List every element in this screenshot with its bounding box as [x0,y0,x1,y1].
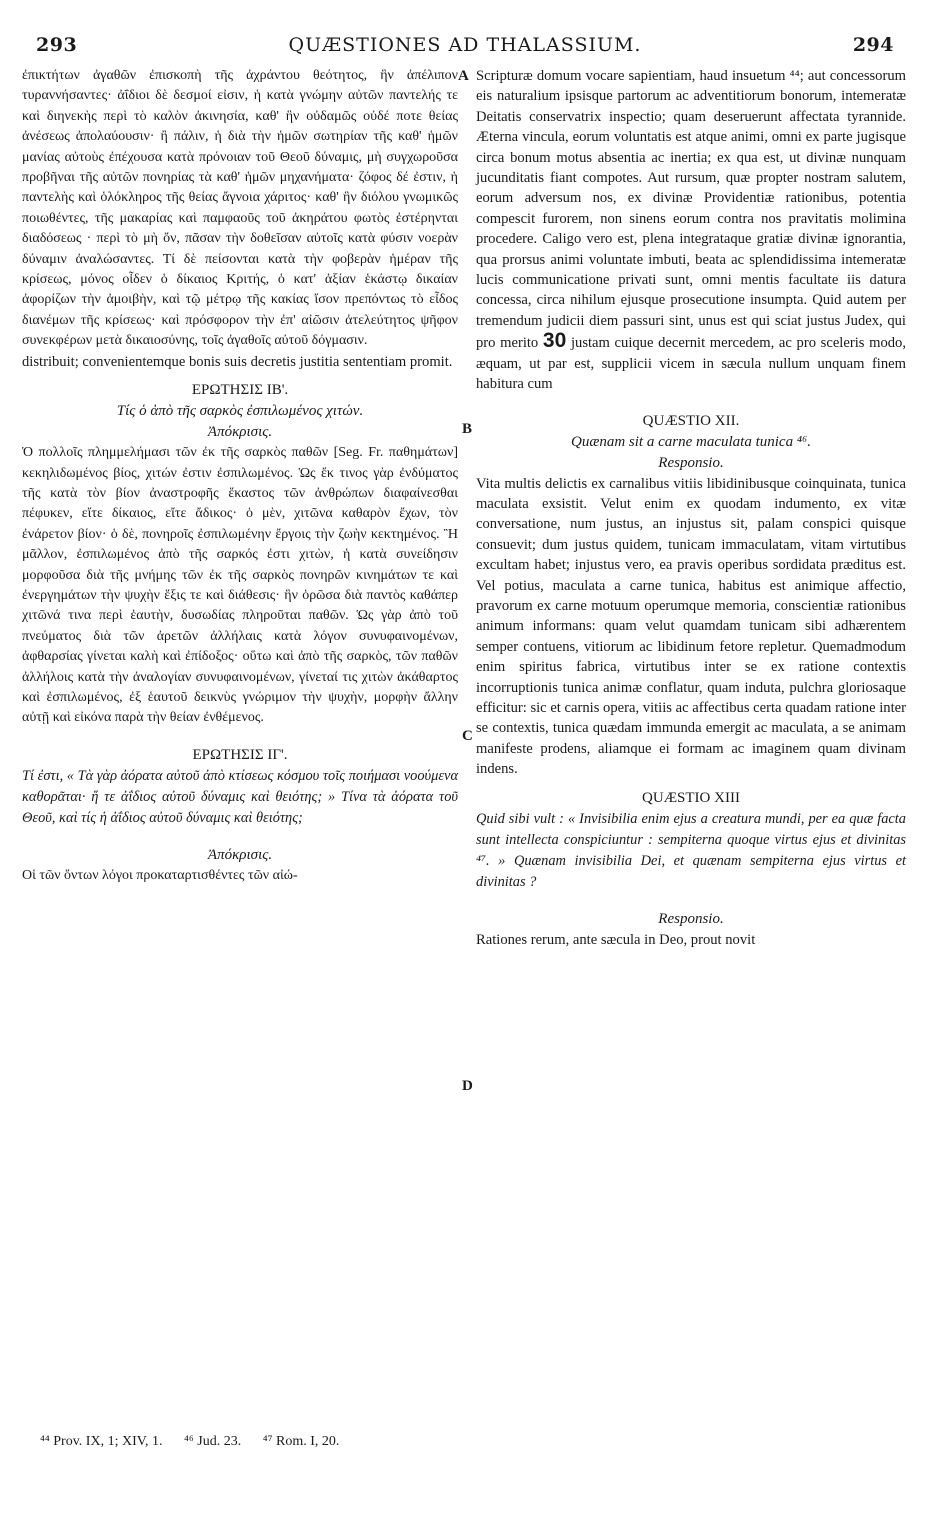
greek-answer-label-2: Ἀπόκρισις. [207,846,273,863]
latin-responsio-label: Responsio. [658,454,724,471]
column-number-marker: 30 [542,329,567,353]
page-number-right: 294 [852,34,894,56]
latin-paragraph-2: Vita multis delictis ex carnalibus vitiis libidinibusque coinquinata, tunica maculata exsistit. Velut enim ex quodam indumento, ex vitæ conversatione, num justus, an injustus sit, palam conspici quisque consuevit; dum justus quidem, tunicam immaculatam, vitam virtutibus excultam habet; injustus vero, ea pravis operibus sordidata præditus est. Vel potius, maculata a carne tunica, habitus est animique affectio, pravorum ex carne motuum operumque memoria, conscientiæ rationibus animum informans: quam velut quamdam tunicam sibi adhærentem semper contuens, vitiorum ac libidinum fetore repletur. Quemadmodum enim spiritus fabrica, virtutibus inter se ex ratione contextis incorruptionis tunica animæ conflatur, quam induta, pulchra gloriosaque efficitur: sic et carnis opera, vitiis ac affectibus certa quadam ratione inter se contextis, tunica quædam immunda emergit ac maculata, a se animam manifeste prodens, aliamque ei formam ac imaginem quam divinam indens. [476,475,906,778]
latin-paragraph-1a: Scripturæ domum vocare sapientiam, haud insuetum ⁴⁴; aut concessorum eis naturalium ipsisque partorum ac adventitiorum bonorum, intemeratæ Deitatis conservatrix inspectio; quam deseruerunt affectata tyrannide. Æterna vincula, eorum voluntatis est atque animi, omni ex parte jugisque circa bonum motus absentia ac inertia; ex qua est, ut divinæ nunquam jucunditatis fiant compotes. Aut rursum, quæ propter nostram salutem, eorum adversum nos, ex divinæ Providentiæ rationibus, potentia compescit furorem, non sinens eorum contra nos pravitatis molimina procedere. Caligo vero est, plena integrataque gratiæ divinæ ignorantia, qua prorsus animi voluntate imbuti, beata ac splendidissima intemeratæ lucis communicatione privati sunt, omni mentis facultate iis datura concessa, circa nihilum ejusque prosecutione insumpta. Quid autem per tremendum judicii diem passuri sint, unus est qui sciat justus Judex, qui pro merito [476,68,906,352]
greek-column [22,66,458,886]
latin-column [476,66,906,950]
greek-q12-question: Τίς ὁ ἀπὸ τῆς σαρκὸς ἐσπιλωμένος χιτών. [116,403,364,420]
footnote-46: ⁴⁶ Jud. 23. [184,1434,242,1449]
greek-q13-heading: ΕΡΩΤΗΣΙΣ ΙΓ'. [192,746,288,763]
footnote-44: ⁴⁴ Prov. IX, 1; XIV, 1. [40,1434,163,1449]
margin-letter-b: B [462,421,473,437]
latin-paragraph-1b: justam cuique decernit mercedem, ac pro sceleris modo, æquam, ut par est, supplicii vicem in sæcula nullum unquam finem habitura cum [476,335,907,393]
latin-paragraph-3: Rationes rerum, ante sæcula in Deo, prout novit [476,931,756,948]
latin-q13-question: Quid sibi vult : « Invisibilia enim ejus a creatura mundi, per ea quæ facta sunt intellecta conspiciuntur : sempiterna quoque virtus ejus et divinitas ⁴⁷. » Quænam invisibilia Dei, et quænam sempiterna ejus virtus et divinitas ? [476,810,906,890]
page-number-left: 293 [36,34,78,56]
latin-q12-heading: QUÆSTIO XII. [642,412,740,429]
latin-carryover-line: distribuit; convenientemque bonis suis decretis justitia sententiam promit. [22,353,453,370]
greek-paragraph-2: Ὁ πολλοῖς πλημμελήμασι τῶν ἐκ τῆς σαρκὸς παθῶν [Seg. Fr. παθημάτων] κεκηλιδωμένος βίος, χιτών ἐστιν ἐσπιλωμένος. Ὡς ἔκ τινος γὰρ ἐνδύματος τῆς κατὰ τὸν βίον ἀναστροφῆς ἕκαστος τῶν ἀνθρώπων διαφαίνεσθαι πέφυκεν, εἴτε δίκαιος, εἴτε ἄδικος· ὁ μὲν, χιτῶνα καθαρὸν ἔχων, τὸν ἐνάρετον βίον· ὁ δὲ, πονηροῖς ἐσπιλωμένην ἔργοις τὴν ζωὴν κεκτημένος. Ἢ μᾶλλον, ἐσπιλωμένος ἀπὸ τῆς σαρκός ἐστι χιτὼν, ἡ κατὰ συνείδησιν μορφοῦσα διὰ τῆς μνήμης τῶν ἐκ τῆς σαρκὸς πονηρῶν κινημάτων τε καὶ ἐνεργημάτων τὴν ψυχὴν ἕξις τε καὶ διάθεσις· ἣν ὁρῶσα διὰ παντὸς καθάπερ χιτῶνά τινα περὶ ἑαυτὴν, δυσωδίας πληροῦται παθῶν. Ὡς γὰρ ἀπὸ τοῦ πνεύματος διὰ τῶν ἀρετῶν ἀλλήλαις κατὰ λόγον συνυφαινομένων, ἀφθαρσίας γίνεται καλὴ καὶ ἐπίδοξος· οὕτω καὶ ἀπὸ τῆς σαρκὸς, τῶν παθῶν ἀλλήλοις κατὰ τὴν ἀναλογίαν συνυφαινομένων, γίνεταί τις χιτὼν ἀκάθαρτος καὶ ἐσπιλωμένος, ἐξ ἑαυτοῦ δεικνὺς γνώριμον τὴν ψυχὴν, μορφὴν ἄλλην αὐτῇ καὶ εἰκόνα παρὰ τὴν θείαν ἐνθέμενος. [22,445,458,726]
margin-letter-d: D [462,1078,473,1094]
footnote-47: ⁴⁷ Rom. I, 20. [262,1434,340,1449]
greek-q12-heading: ΕΡΩΤΗΣΙΣ ΙΒ'. [191,382,289,399]
greek-answer-label: Ἀπόκρισις. [207,424,273,441]
running-title: QUÆSTIONES AD THALASSIUM. [288,34,642,56]
greek-paragraph-1: ἐπικτήτων ἀγαθῶν ἐπισκοπὴ τῆς ἀχράντου θεότητος, ἣν ἀπέλιπον τυραννήσαντες· ἀΐδιοι δὲ δεσμοί εἰσιν, ἡ κατὰ γνώμην αὐτῶν παντελής τε καὶ διηνεκὴς περὶ τὸ καλὸν ἀκινησία, καθ' ἣν οὐδαμῶς οὐδέ ποτε θείας ἀνέσεως ἀπολαύουσιν· ἢ πάλιν, ἡ διὰ τὴν ἡμῶν σωτηρίαν τῆς καθ' ἡμῶν μανίας αὐτοὺς ἐπέχουσα κατὰ πρόνοιαν τοῦ Θεοῦ δύναμις, μὴ συγχωροῦσα προβῆναι τῆς αὐτῶν πονηρίας τὰ καθ' ἡμῶν μηχανήματα· ζόφος δέ ἐστιν, ἡ παντελὴς καὶ ὁλόκληρος τῆς θείας ἄγνοια χάριτος· καθ' ἣν διόλου γνωμικῶς ποιωθέντες, τῆς μακαρίας καὶ παμφαοῦς τοῦ ἀκηράτου φωτὸς ἐστέρηνται διαδόσεως · περὶ τὸ μὴ ὄν, πᾶσαν τὴν δοθεῖσαν αὐτοῖς κατὰ φύσιν νοερὰν δύναμιν ἀναλώσαντες. Τί δὲ πείσονται κατὰ τὴν φοβερὰν ἡμέραν τῆς κρίσεως, μόνος οἶδεν ὁ δίκαιος Κριτής, ὁ κατ' ἀξίαν ἑκάστῳ δικαίαν ἀφορίζων τὴν ἀμοιβὴν, καὶ τῷ μέτρῳ τῆς κακίας ἴσον πρεπόντως τὸ εἶδος διανέμων τῆς κρίσεως· καὶ πρόσφορον τὴν ἐπ' αἰῶσιν ἀτελεύτητος ψῆφον συνεκφέρων μετὰ δικαιοσύνης, τοῖς ἀγαθοῖς αὐτοῦ δόγμασιν. [22,68,458,349]
page-header [22,34,908,64]
margin-letter-c: C [462,728,473,744]
latin-paragraph-1 [476,66,906,395]
footnotes [40,1434,640,1450]
latin-q13-heading: QUÆSTIO XIII [642,789,740,806]
latin-q12-question: Quænam sit a carne maculata tunica ⁴⁶. [571,433,811,450]
greek-paragraph-3: Οἱ τῶν ὄντων λόγοι προκαταρτισθέντες τῶν αἰώ- [22,867,298,883]
margin-letter-a: A [458,68,469,84]
latin-responsio-label-2: Responsio. [658,910,724,927]
greek-q13-question: Τί ἐστι, « Τὰ γὰρ ἀόρατα αὐτοῦ ἀπὸ κτίσεως κόσμου τοῖς ποιήμασι νοούμενα καθορᾶται· ἥ τε ἀΐδιος αὐτοῦ δύναμις καὶ θειότης; » Τίνα τὰ ἀόρατα τοῦ Θεοῦ, καὶ τίς ἡ ἀΐδιος αὐτοῦ δύναμις καὶ θειότης; [22,767,458,826]
